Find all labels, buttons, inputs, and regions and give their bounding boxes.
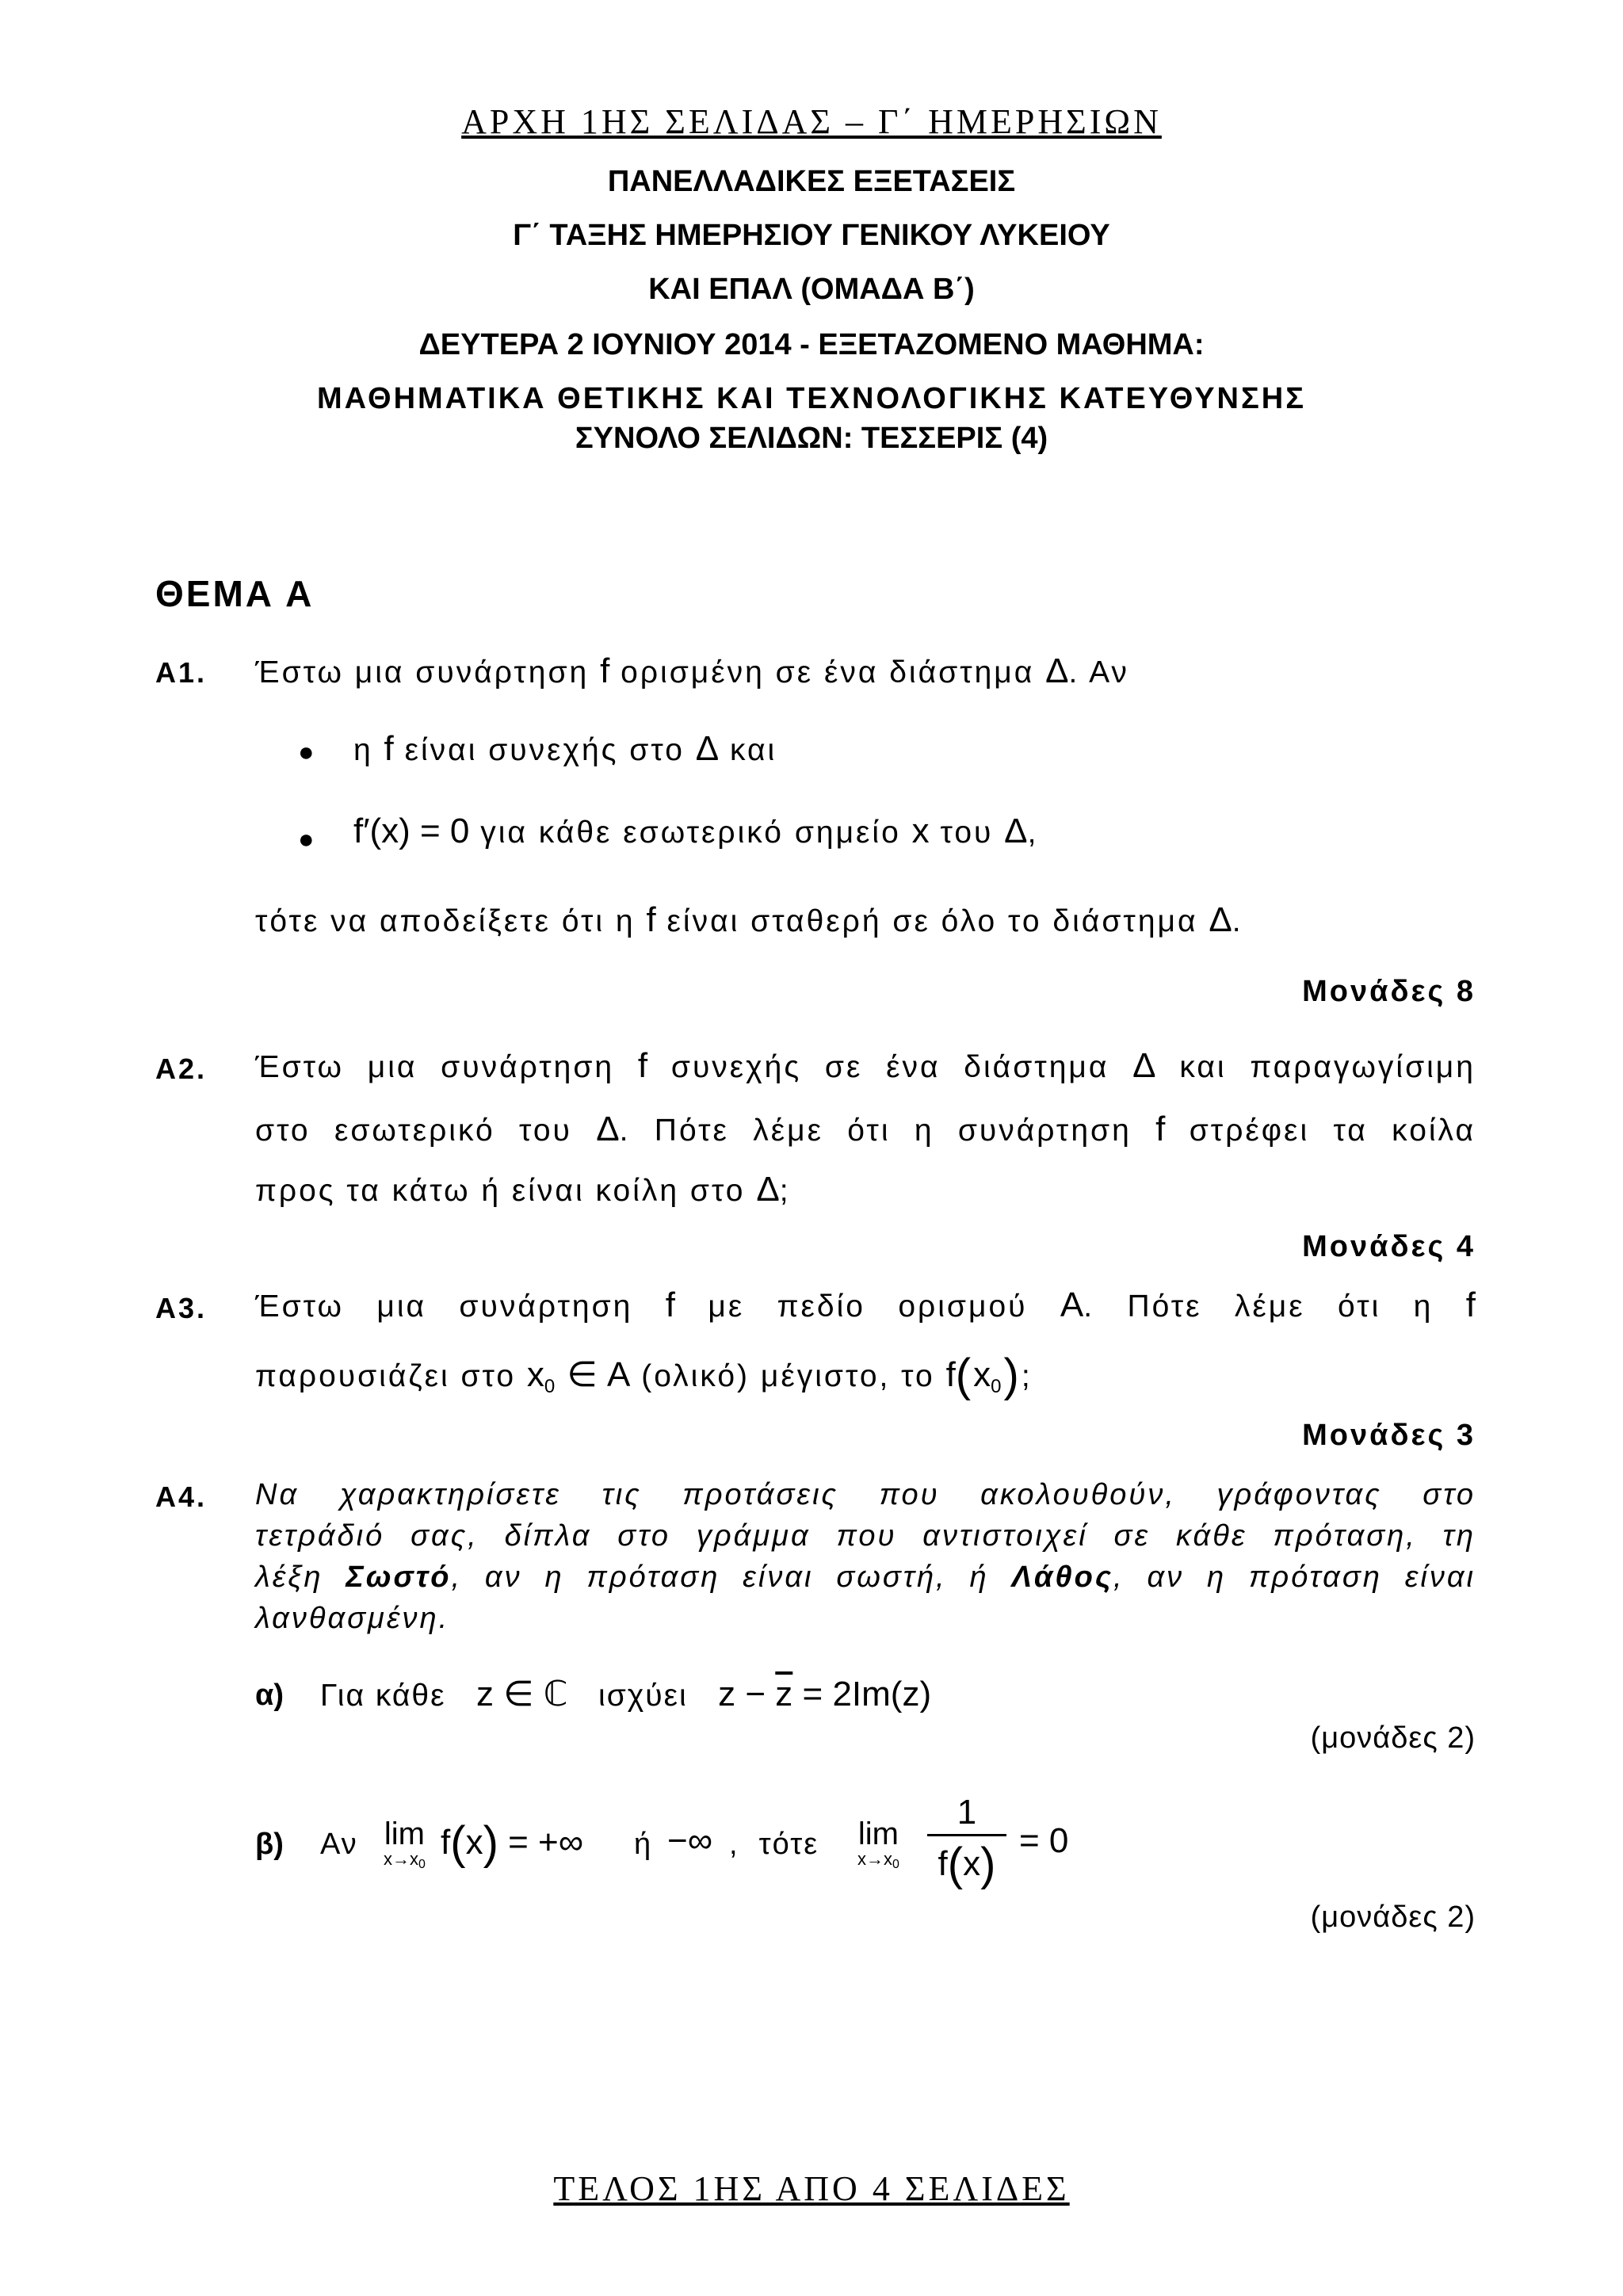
question-a4-line-1: Να χαρακτηρίσετε τις προτάσεις που ακολουθούν, γράφοντας στο — [255, 1478, 1476, 1511]
question-a1-conclusion: τότε να αποδείξετε ότι η f είναι σταθερή σε όλο το διάστημα Δ. — [255, 900, 1243, 939]
limit-subscript: x→x0 — [857, 1849, 899, 1871]
question-a4-beta-if: Αν — [320, 1828, 358, 1861]
limit-symbol: lim — [857, 1817, 899, 1851]
header-line-3: ΚΑΙ ΕΠΑΛ (ΟΜΑΔΑ Β΄) — [648, 273, 975, 306]
question-a3-marks: Μονάδες 3 — [1302, 1419, 1476, 1452]
question-a4-beta-label: β) — [255, 1828, 284, 1861]
question-a4-alpha-statement: Για κάθε z ∈ ℂ ισχύει $z - \overline{z} = 2Im(z)$ — [320, 1675, 932, 1713]
question-a4-beta-marks: (μονάδες 2) — [1310, 1901, 1476, 1934]
fraction-denominator: f(x) — [938, 1839, 996, 1890]
wrong-word: Λάθος — [1011, 1561, 1114, 1594]
question-a4-beta-expr-1: f(x) = +∞ — [441, 1817, 584, 1869]
question-a4-line-2: τετράδιό σας, δίπλα στο γράμμα που αντιστοιχεί σε κάθε πρόταση, τη — [255, 1519, 1476, 1553]
fraction-bar — [927, 1834, 1006, 1836]
bullet-icon: ● — [298, 824, 315, 854]
question-a2-marks: Μονάδες 4 — [1302, 1230, 1476, 1263]
limit-symbol: lim — [384, 1817, 425, 1851]
question-a1-bullet-2: f′(x) = 0 για κάθε εσωτερικό σημείο x του Δ, — [353, 812, 1039, 850]
question-a4-line-4: λανθασμένη. — [255, 1602, 450, 1635]
fraction-numerator: 1 — [957, 1793, 977, 1832]
header-line-1: ΠΑΝΕΛΛΑΔΙΚΕΣ ΕΞΕΤΑΣΕΙΣ — [607, 165, 1016, 198]
question-a4-alpha-label: α) — [255, 1679, 285, 1712]
question-a4-beta-then: , τότε — [729, 1828, 819, 1861]
page-top-title: ΑΡΧΗ 1ΗΣ ΣΕΛΙΔΑΣ – Γ΄ ΗΜΕΡΗΣΙΩΝ — [461, 102, 1162, 141]
question-a2-line-1: Έστω μια συνάρτηση f συνεχής σε ένα διάστημα Δ και παραγωγίσιμη — [255, 1046, 1476, 1085]
section-title: ΘΕΜΑ Α — [155, 573, 315, 614]
header-line-6: ΣΥΝΟΛΟ ΣΕΛΙΔΩΝ: ΤΕΣΣΕΡΙΣ (4) — [575, 422, 1048, 455]
question-a1-marks: Μονάδες 8 — [1302, 975, 1476, 1008]
question-a4-beta-limit-1 — [384, 1817, 426, 1872]
bullet-icon: ● — [298, 737, 315, 767]
question-a4-line-3: λέξη Σωστό, αν η πρόταση είναι σωστή, ή Λάθος, αν η πρόταση είναι — [255, 1561, 1476, 1594]
question-a4-beta-minus-infinity: −∞ — [667, 1821, 713, 1860]
correct-word: Σωστό — [346, 1561, 452, 1594]
question-a3-label: Α3. — [155, 1292, 208, 1324]
question-a4-beta-fraction — [927, 1793, 1006, 1891]
page-end-title: ΤΕΛΟΣ 1ΗΣ ΑΠΟ 4 ΣΕΛΙΔΕΣ — [553, 2169, 1070, 2208]
question-a3-line-2: παρουσιάζει στο $x_0$ ∈ Α (ολικό) μέγιστο, το $f(x_0)$; — [255, 1350, 1033, 1401]
question-a2-line-2: στο εσωτερικό του Δ. Πότε λέμε ότι η συνάρτηση f στρέφει τα κοίλα — [255, 1110, 1476, 1148]
header-line-5: ΜΑΘΗΜΑΤΙΚΑ ΘΕΤΙΚΗΣ ΚΑΙ ΤΕΧΝΟΛΟΓΙΚΗΣ ΚΑΤΕΥΘΥΝΣΗΣ — [316, 382, 1307, 415]
question-a2-label: Α2. — [155, 1052, 208, 1085]
header-line-2: Γ΄ ΤΑΞΗΣ ΗΜΕΡΗΣΙΟΥ ΓΕΝΙΚΟΥ ΛΥΚΕΙΟΥ — [513, 219, 1110, 252]
question-a3-line-1: Έστω μια συνάρτηση f με πεδίο ορισμού Α. Πότε λέμε ότι η f — [255, 1286, 1476, 1324]
limit-subscript: x→x0 — [384, 1849, 426, 1871]
question-a4-instructions — [255, 1474, 1476, 1639]
question-a4-beta-or: ή — [634, 1828, 651, 1861]
header-line-4: ΔΕΥΤΕΡΑ 2 ΙΟΥΝΙΟΥ 2014 - ΕΞΕΤΑΖΟΜΕΝΟ ΜΑΘΗΜΑ: — [418, 328, 1205, 361]
question-a1-intro: Έστω μια συνάρτηση f ορισμένη σε ένα διάστημα Δ. Αν — [255, 651, 1129, 690]
question-a1-label: Α1. — [155, 656, 208, 689]
question-a1-bullet-1: η f είναι συνεχής στο Δ και — [353, 729, 777, 768]
question-a4-label: Α4. — [155, 1480, 208, 1513]
question-a4-beta-limit-2 — [857, 1817, 899, 1872]
question-a2-line-3: προς τα κάτω ή είναι κοίλη στο Δ; — [255, 1170, 791, 1209]
question-a4-beta-equals-zero: = 0 — [1019, 1821, 1069, 1860]
question-a4-alpha-marks: (μονάδες 2) — [1310, 1721, 1476, 1755]
